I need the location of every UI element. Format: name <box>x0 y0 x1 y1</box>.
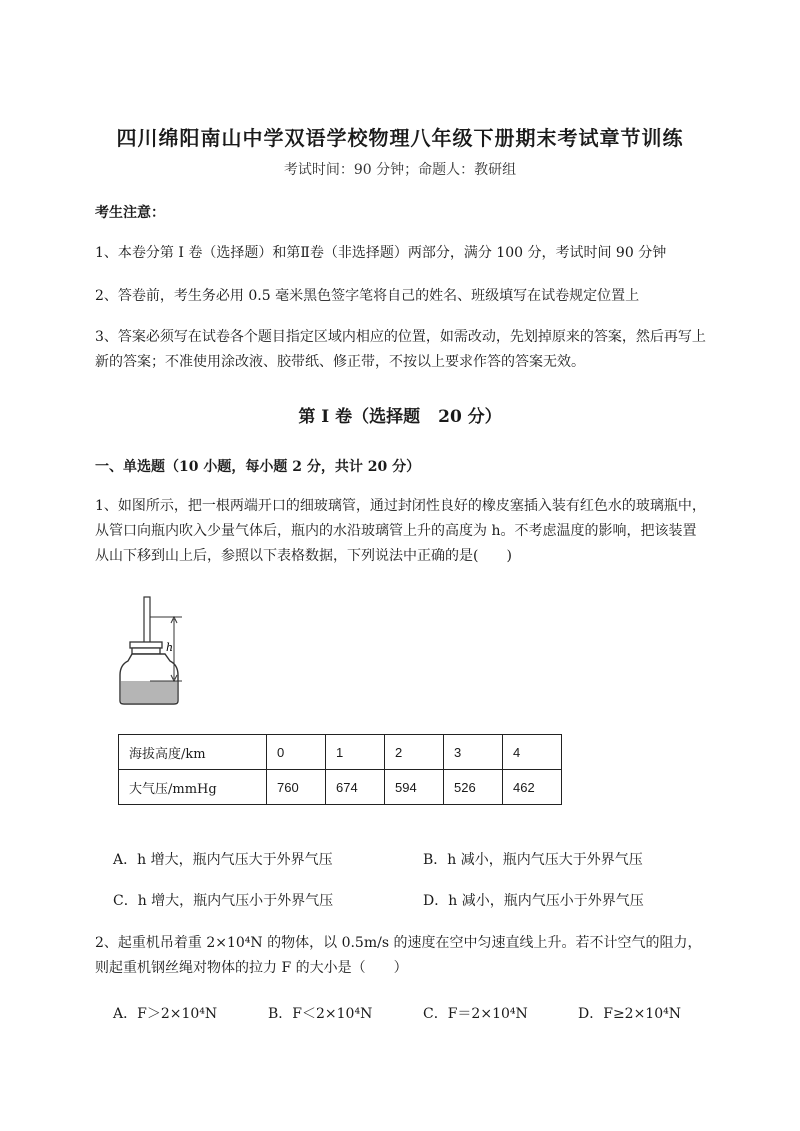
question-2-stem: 2、起重机吊着重 2×10⁴N 的物体，以 0.5m/s 的速度在空中匀速直线上升。若不计空气的阻力，则起重机钢丝绳对物体的拉力 F 的大小是（ ） <box>95 935 702 976</box>
table-cell: 674 <box>326 770 385 805</box>
section-title-text: 第 I 卷（选择题 <box>298 407 421 427</box>
section-title <box>0 402 800 427</box>
q2-option-d[interactable]: D．F≥2×10⁴N <box>578 1006 681 1022</box>
figure-h-label: h <box>166 641 174 654</box>
table-row <box>119 770 562 805</box>
table-cell: 594 <box>385 770 444 805</box>
table-cell: 462 <box>503 770 562 805</box>
table-cell: 2 <box>385 735 444 770</box>
q1-option-d[interactable]: D．h 减小，瓶内气压小于外界气压 <box>423 893 644 909</box>
altitude-pressure-table <box>118 734 562 805</box>
section-points: 20 分） <box>438 407 502 427</box>
q1-option-c[interactable]: C．h 增大，瓶内气压小于外界气压 <box>113 893 334 909</box>
notice-item-2: 2、答卷前，考生务必用 0.5 毫米黑色签字笔将自己的姓名、班级填写在试卷规定位置上 <box>95 288 640 304</box>
page-title: 四川绵阳南山中学双语学校物理八年级下册期末考试章节训练 <box>116 126 684 150</box>
q2-option-a[interactable]: A．F＞2×10⁴N <box>113 1006 218 1022</box>
table-row <box>119 735 562 770</box>
notice-item-1: 1、本卷分第 I 卷（选择题）和第Ⅱ卷（非选择题）两部分，满分 100 分，考试时间 90 分钟 <box>95 245 667 261</box>
part-heading: 一、单选题（10 小题，每小题 2 分，共计 20 分） <box>95 459 421 475</box>
table-cell: 526 <box>444 770 503 805</box>
q1-option-b[interactable]: B．h 减小，瓶内气压大于外界气压 <box>423 852 643 868</box>
notice-item-3: 3、答案必须写在试卷各个题目指定区域内相应的位置，如需改动，先划掉原来的答案，然后再写上新的答案；不准使用涂改液、胶带纸、修正带，不按以上要求作答的答案无效。 <box>95 329 706 370</box>
q2-option-b[interactable]: B．F＜2×10⁴N <box>268 1006 373 1022</box>
table-cell: 760 <box>267 770 326 805</box>
bottle-figure <box>110 595 200 705</box>
table-cell: 4 <box>503 735 562 770</box>
q1-option-a[interactable]: A．h 增大，瓶内气压大于外界气压 <box>113 852 333 868</box>
table-cell: 大气压/mmHg <box>119 770 267 805</box>
table-cell: 3 <box>444 735 503 770</box>
question-1-stem: 1、如图所示，把一根两端开口的细玻璃管，通过封闭性良好的橡皮塞插入装有红色水的玻璃瓶中，从管口向瓶内吹入少量气体后，瓶内的水沿玻璃管上升的高度为 h。不考虑温度的影响，把该装置从山下移到山上后，参照以下表格数据，下列说法中正确的是( ) <box>95 498 706 564</box>
table-cell: 0 <box>267 735 326 770</box>
q2-option-c[interactable]: C．F＝2×10⁴N <box>423 1006 528 1022</box>
table-cell: 海拔高度/km <box>119 735 267 770</box>
page-subtitle: 考试时间：90 分钟；命题人：教研组 <box>283 162 517 178</box>
notice-heading: 考生注意： <box>95 205 165 221</box>
table-cell: 1 <box>326 735 385 770</box>
